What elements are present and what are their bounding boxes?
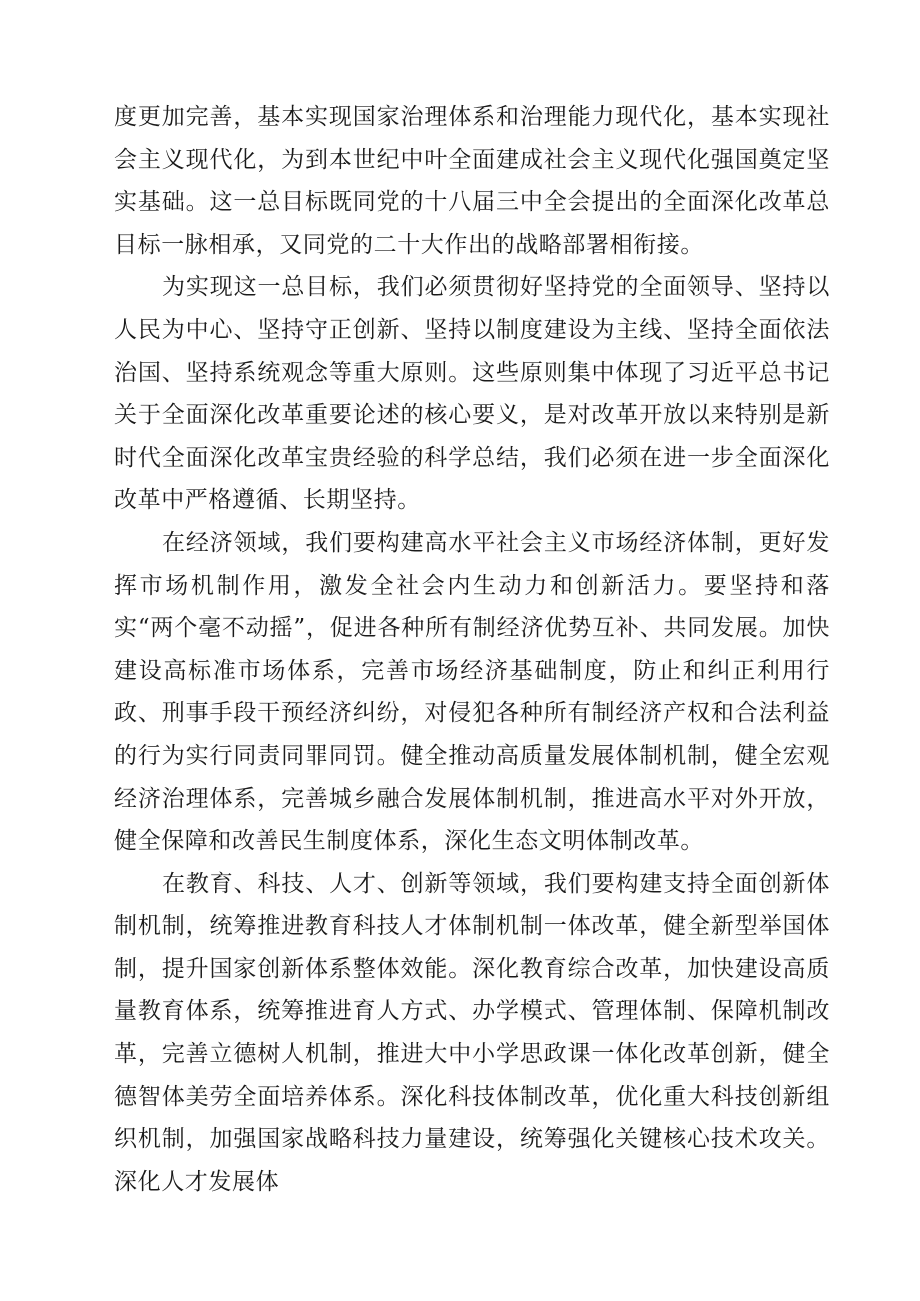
- document-body: [114, 96, 830, 1203]
- paragraph-3: 在经济领域，我们要构建高水平社会主义市场经济体制，更好发挥市场机制作用，激发全社会内生动力和创新活力。要坚持和落实“两个毫不动摇”，促进各种所有制经济优势互补、共同发展。加快建设高标准市场体系，完善市场经济基础制度，防止和纠正利用行政、刑事手段干预经济纠纷，对侵犯各种所有制经济产权和合法利益的行为实行同责同罪同罚。健全推动高质量发展体制机制，健全宏观经济治理体系，完善城乡融合发展体制机制，推进高水平对外开放，健全保障和改善民生制度体系，深化生态文明体制改革。: [114, 529, 830, 855]
- paragraph-4: 在教育、科技、人才、创新等领域，我们要构建支持全面创新体制机制，统筹推进教育科技人才体制机制一体改革，健全新型举国体制，提升国家创新体系整体效能。深化教育综合改革，加快建设高质量教育体系，统筹推进育人方式、办学模式、管理体制、保障机制改革，完善立德树人机制，推进大中小学思政课一体化改革创新，健全德智体美劳全面培养体系。深化科技体制改革，优化重大科技创新组织机制，加强国家战略科技力量建设，统筹强化关键核心技术攻关。深化人才发展体: [114, 870, 830, 1195]
- paragraph-1: 度更加完善，基本实现国家治理体系和治理能力现代化，基本实现社会主义现代化，为到本世纪中叶全面建成社会主义现代化强国奠定坚实基础。这一总目标既同党的十八届三中全会提出的全面深化改革总目标一脉相承，又同党的二十大作出的战略部署相衔接。: [114, 104, 830, 258]
- paragraph-2: 为实现这一总目标，我们必须贯彻好坚持党的全面领导、坚持以人民为中心、坚持守正创新、坚持以制度建设为主线、坚持全面依法治国、坚持系统观念等重大原则。这些原则集中体现了习近平总书记关于全面深化改革重要论述的核心要义，是对改革开放以来特别是新时代全面深化改革宝贵经验的科学总结，我们必须在进一步全面深化改革中严格遵循、长期坚持。: [114, 274, 830, 514]
